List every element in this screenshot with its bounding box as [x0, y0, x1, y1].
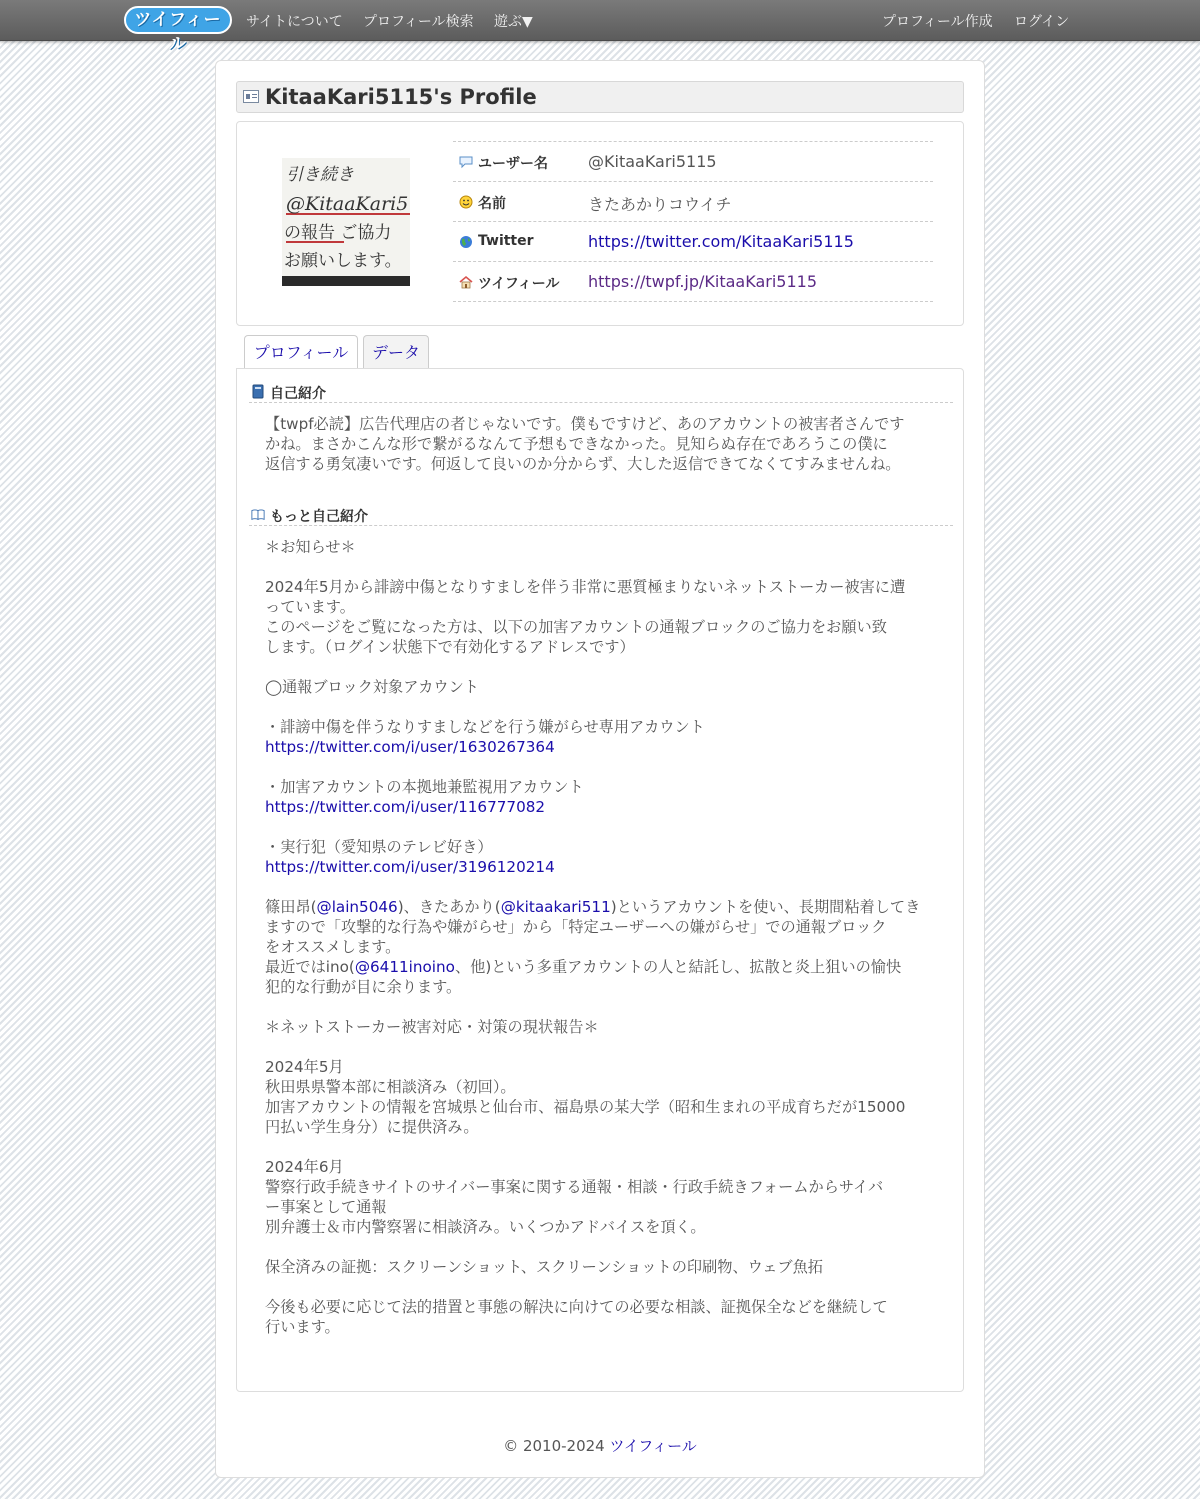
speech-bubble-icon: [459, 155, 473, 169]
main-container: [215, 60, 985, 1478]
profile-title-bar: [236, 81, 964, 113]
text-line: 別弁護士＆市内警察署に相談済み。いくつかアドバイスを頂く。: [265, 1218, 706, 1236]
info-label-name: 名前: [478, 196, 506, 212]
text-line: っています。: [265, 598, 355, 616]
twpf-profile-link[interactable]: https://twpf.jp/KitaaKari5115: [588, 272, 817, 291]
text-line: ・誹謗中傷を伴うなりすましなどを行う嫌がらせ専用アカウント: [265, 718, 705, 736]
info-label-username: ユーザー名: [478, 156, 548, 172]
avatar[interactable]: [282, 158, 410, 286]
text-fragment: 最近ではino(: [265, 958, 355, 976]
info-label-twpf: ツイフィール: [478, 276, 560, 292]
text-line: 2024年5月から誹謗中傷となりすましを伴う非常に悪質極まりないネットストーカー被害に遭: [265, 578, 906, 596]
text-line: このページをご覧になった方は、以下の加害アカウントの通報ブロックのご協力をお願い致: [265, 618, 887, 636]
text-line: ますので「攻撃的な行為や嫌がらせ」から「特定ユーザーへの嫌がらせ」での通報ブロック: [265, 918, 887, 936]
intro-section-title: 自己紹介: [270, 386, 326, 402]
twitter-profile-link[interactable]: https://twitter.com/KitaaKari5115: [588, 232, 854, 251]
text-line: ＊ネットストーカー被害対応・対策の現状報告＊: [265, 1018, 599, 1036]
top-nav-bar: [0, 0, 1200, 54]
intro-text: [265, 414, 937, 474]
more-intro-text: [265, 537, 937, 1337]
more-section-title: もっと自己紹介: [270, 509, 368, 525]
text-line: [265, 897, 937, 917]
avatar-line-4: お願いします。: [284, 251, 402, 271]
text-line: 加害アカウントの情報を宮城県と仙台市、福島県の某大学（昭和生まれの平成育ちだが15000: [265, 1098, 906, 1116]
globe-icon: [459, 235, 473, 249]
text-line: 2024年6月: [265, 1158, 344, 1176]
nav-search-link[interactable]: プロフィール検索: [363, 14, 474, 30]
info-row-name: [453, 181, 933, 221]
account-link-2[interactable]: https://twitter.com/i/user/116777082: [265, 798, 546, 816]
open-book-icon: [251, 507, 265, 522]
intro-section-header: [249, 381, 953, 403]
info-row-username: [453, 141, 933, 181]
text-fragment: )というアカウントを使い、長期間粘着してき: [610, 898, 921, 916]
more-section-header: [249, 504, 953, 526]
text-fragment: 、他)という多重アカウントの人と結託し、拡散と炎上狙いの愉快: [454, 958, 902, 976]
text-line: 警察行政手続きサイトのサイバー事案に関する通報・相談・行政手続きフォームからサイバ: [265, 1178, 884, 1196]
site-logo[interactable]: ツイフィール: [124, 6, 232, 34]
id-card-icon: [243, 90, 259, 103]
text-line: 保全済みの証拠：スクリーンショット、スクリーンショットの印刷物、ウェブ魚拓: [265, 1258, 823, 1276]
text-line: 秋田県県警本部に相談済み（初回）。: [265, 1078, 516, 1096]
intro-line: 【twpf必読】広告代理店の者じゃないです。僕もですけど、あのアカウントの被害者さんです: [265, 415, 905, 433]
nav-create-profile-link[interactable]: プロフィール作成: [882, 14, 993, 30]
smiley-icon: [459, 195, 473, 209]
profile-tab-panel: [236, 368, 964, 1392]
text-line: をオススメします。: [265, 938, 401, 956]
account-link-1[interactable]: https://twitter.com/i/user/1630267364: [265, 738, 555, 756]
nav-about-link[interactable]: サイトについて: [246, 14, 343, 30]
house-icon: [459, 275, 473, 289]
book-icon: [251, 384, 265, 399]
text-fragment: )、きたあかり(: [397, 898, 501, 916]
info-value-name: きたあかりコウイチ: [588, 195, 732, 214]
mention-link-6411inoino[interactable]: @6411inoino: [354, 958, 455, 976]
footer: [216, 1435, 984, 1456]
info-value-username: @KitaaKari5115: [588, 152, 717, 171]
text-line: 行います。: [265, 1318, 340, 1336]
tab-profile[interactable]: プロフィール: [244, 335, 358, 369]
profile-info-table: [453, 141, 933, 302]
profile-info-box: [236, 121, 964, 326]
avatar-line-2: @KitaaKari5: [286, 193, 409, 215]
nav-login-link[interactable]: ログイン: [1014, 14, 1070, 30]
nav-play-dropdown[interactable]: 遊ぶ▼: [494, 14, 533, 30]
text-fragment: 篠田昂(: [265, 898, 317, 916]
footer-site-link[interactable]: ツイフィール: [609, 1437, 697, 1455]
account-link-3[interactable]: https://twitter.com/i/user/3196120214: [265, 858, 555, 876]
text-line: 円払い学生身分）に提供済み。: [265, 1118, 479, 1136]
text-line: ＊お知らせ＊: [265, 538, 356, 556]
text-line: ◯通報ブロック対象アカウント: [265, 678, 479, 696]
mention-link-kitaakari511[interactable]: @kitaakari511: [500, 898, 611, 916]
copyright-text: © 2010-2024: [503, 1437, 610, 1455]
text-line: 2024年5月: [265, 1058, 344, 1076]
text-line: ー事案として通報: [265, 1198, 387, 1216]
intro-line: 返信する勇気凄いです。何返して良いのか分からず、大した返信できてなくてすみませんね。: [265, 455, 901, 473]
text-line: ・加害アカウントの本拠地兼監視用アカウント: [265, 778, 584, 796]
text-line: ・実行犯（愛知県のテレビ好き）: [265, 838, 493, 856]
intro-line: かね。まさかこんな形で繋がるなんて予想もできなかった。見知らぬ存在であろうこの僕に: [265, 435, 888, 453]
text-line: [265, 957, 937, 977]
page-title: KitaaKari5115's Profile: [265, 85, 537, 109]
avatar-line-1: 引き続き: [286, 165, 354, 185]
mention-link-lain5046[interactable]: @lain5046: [316, 898, 398, 916]
text-line: 今後も必要に応じて法的措置と事態の解決に向けての必要な相談、証拠保全などを継続して: [265, 1298, 888, 1316]
tab-data[interactable]: データ: [363, 335, 429, 369]
text-line: 犯的な行動が目に余ります。: [265, 978, 462, 996]
info-label-twitter: Twitter: [478, 233, 534, 249]
text-line: します。（ログイン状態下で有効化するアドレスです）: [265, 638, 635, 656]
info-row-twitter: [453, 221, 933, 261]
info-row-twpf: [453, 261, 933, 302]
avatar-line-3: の報告 ご協力: [284, 223, 392, 243]
